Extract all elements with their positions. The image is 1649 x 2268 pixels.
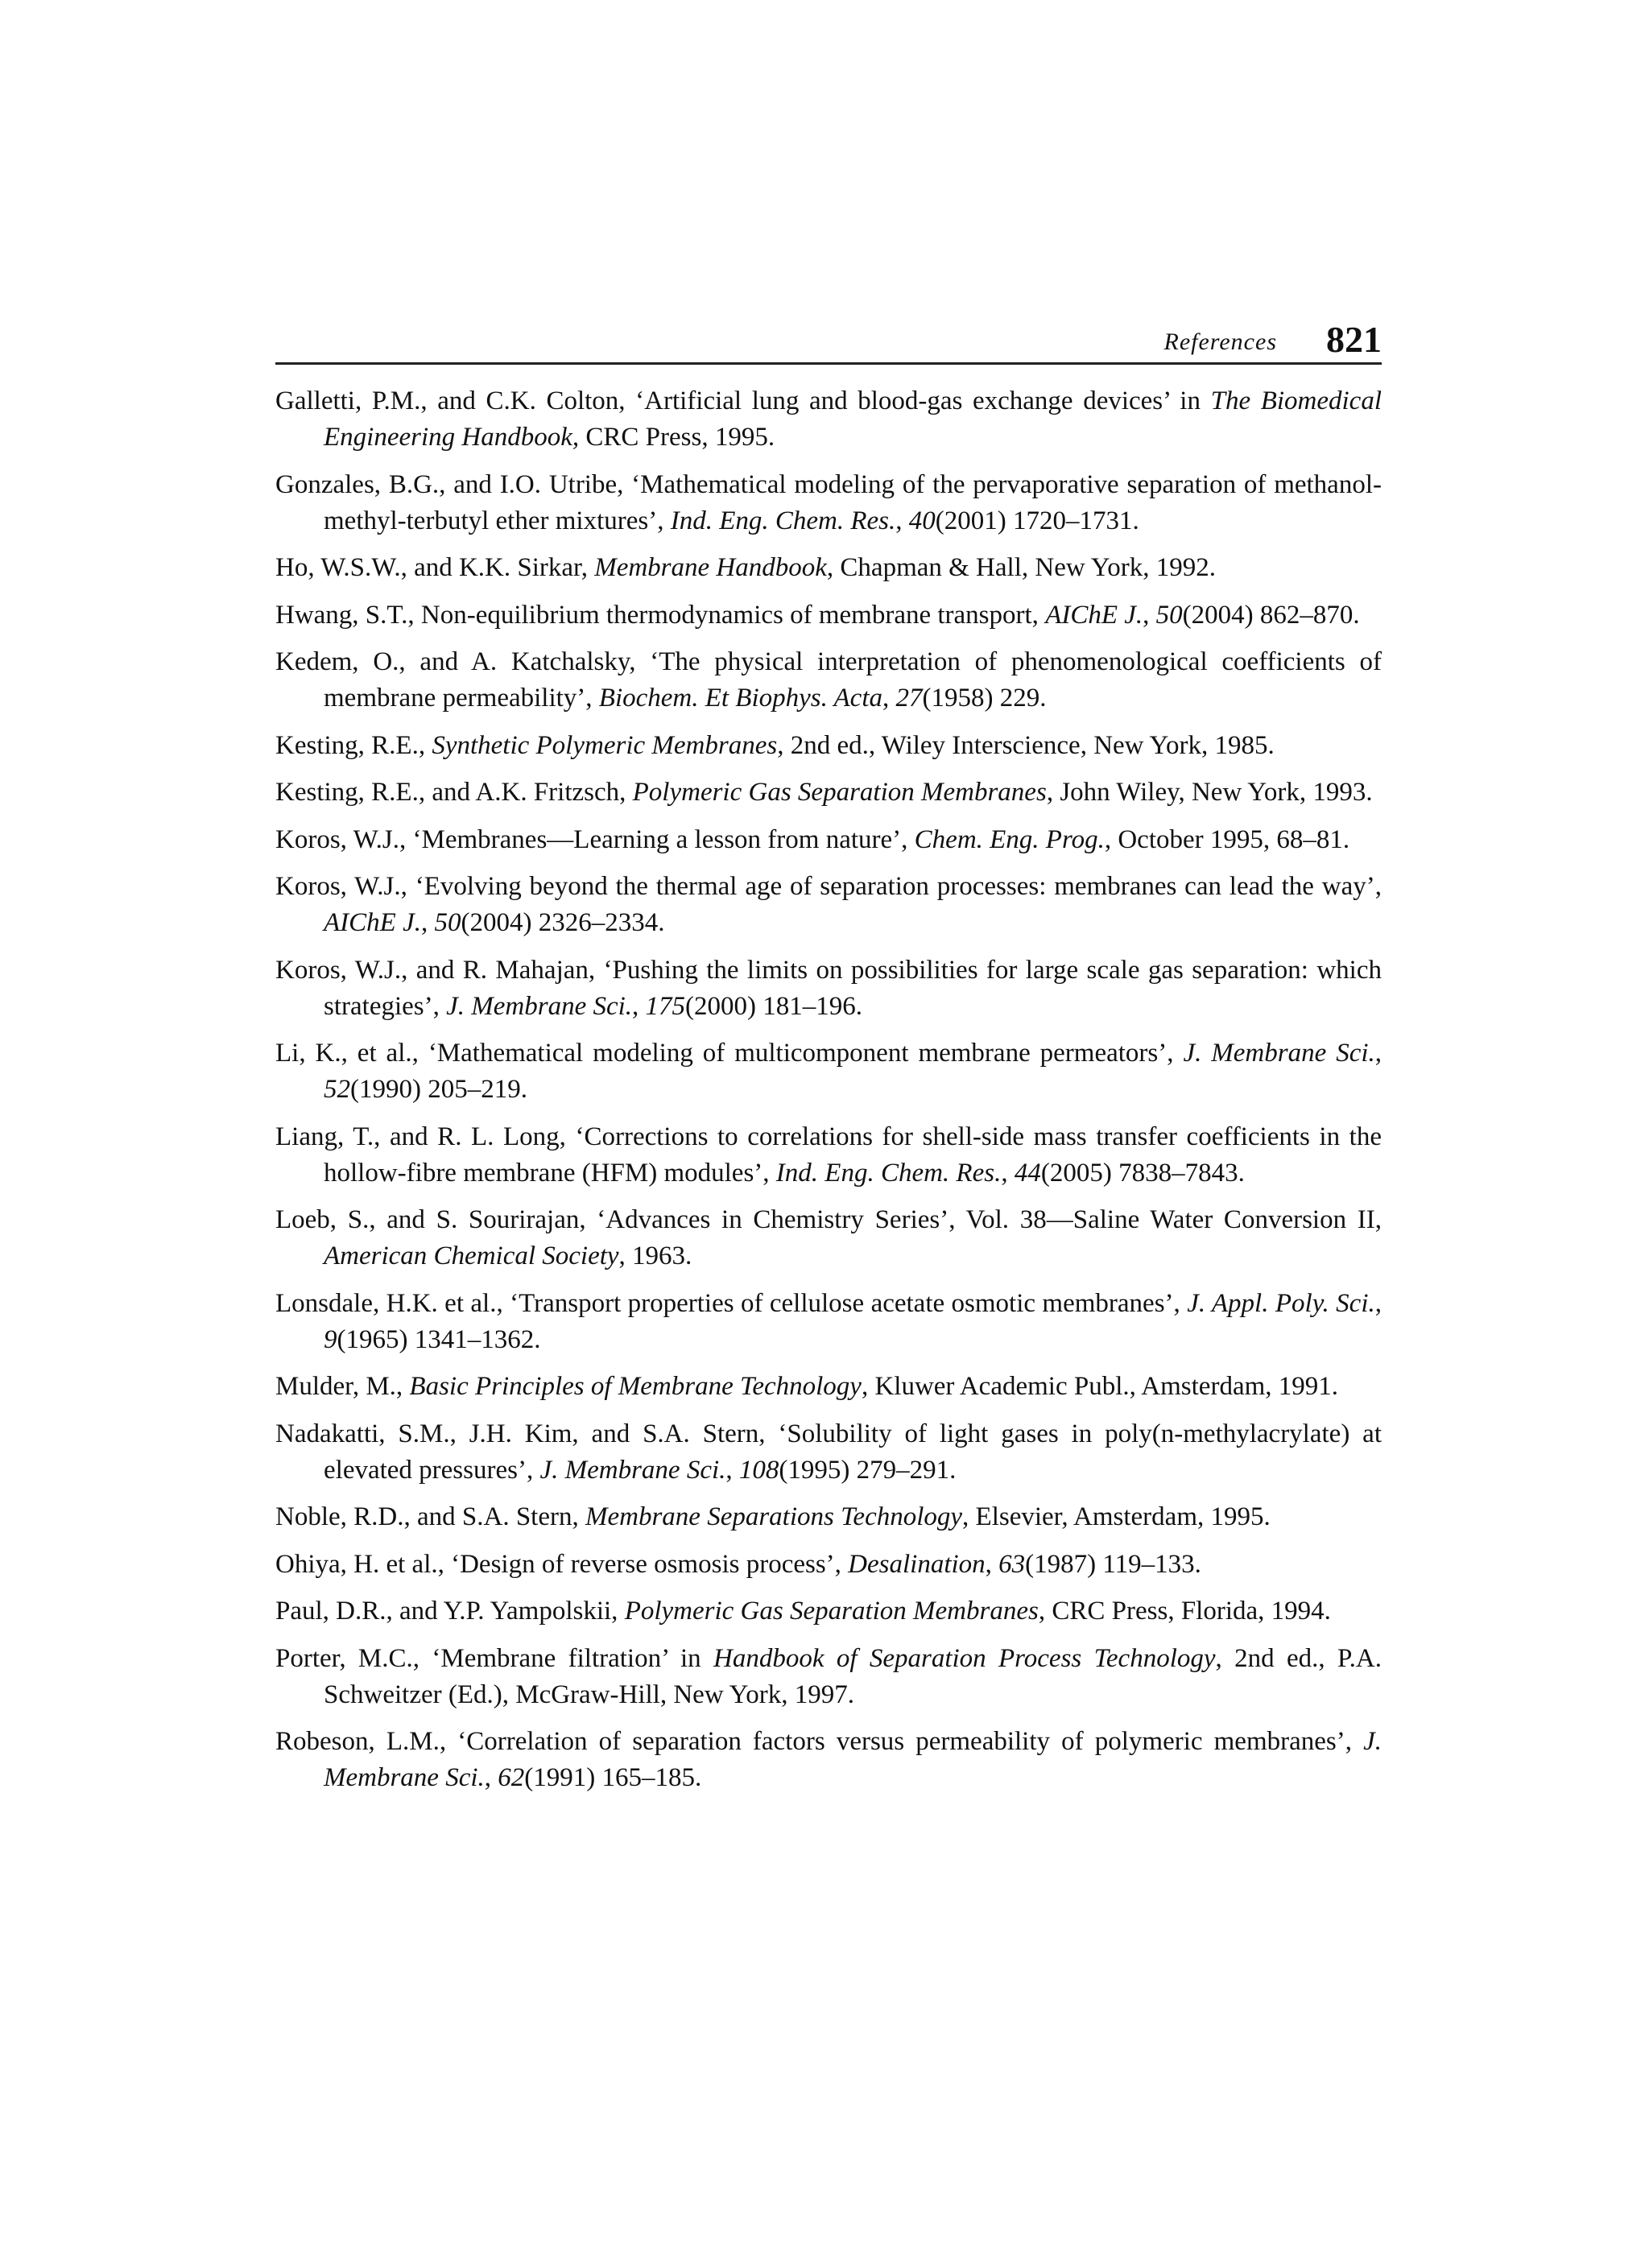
reference-entry: [275, 952, 1382, 1025]
reference-italic-text: J. Appl. Poly. Sci.: [1187, 1288, 1375, 1318]
reference-italic-text: Biochem. Et Biophys. Acta: [598, 684, 883, 713]
reference-entry: [275, 1641, 1382, 1713]
reference-entry: [275, 597, 1382, 634]
reference-italic-text: Ind. Eng. Chem. Res.: [775, 1158, 1002, 1188]
reference-text: ,: [632, 991, 646, 1021]
reference-text: , 1963.: [618, 1241, 692, 1270]
reference-italic-text: Chem. Eng. Prog.: [914, 824, 1105, 854]
reference-text: , 2nd ed., Wiley Interscience, New York, 1985.: [777, 730, 1275, 760]
reference-text: (1990) 205–219.: [350, 1075, 527, 1104]
reference-text: Liang, T., and R. L. Long, ‘Corrections to correlations for shell-side mass transfer coefficients in the hollow-fibre membrane (HFM) modules’,: [275, 1122, 1382, 1188]
reference-italic-text: 63: [998, 1549, 1026, 1579]
reference-text: Gonzales, B.G., and I.O. Utribe, ‘Mathematical modeling of the pervaporative separation of methanol-methyl-terbutyl ether mixtures’,: [275, 469, 1382, 535]
reference-text: Lonsdale, H.K. et al., ‘Transport properties of cellulose acetate osmotic membranes’,: [275, 1288, 1188, 1318]
reference-italic-text: 50: [1155, 600, 1183, 630]
reference-entry: [275, 775, 1382, 811]
reference-text: (1965) 1341–1362.: [337, 1324, 541, 1354]
reference-text: Robeson, L.M., ‘Correlation of separation factors versus permeability of polymeric membranes’,: [275, 1727, 1364, 1756]
reference-text: Noble, R.D., and S.A. Stern,: [275, 1502, 585, 1531]
reference-text: , 2nd ed., P.A. Schweitzer (Ed.), McGraw-Hill, New York, 1997.: [324, 1643, 1382, 1709]
reference-text: Galletti, P.M., and C.K. Colton, ‘Artificial lung and blood-gas exchange devices’ in: [275, 386, 1211, 415]
reference-text: Kesting, R.E., and A.K. Fritzsch,: [275, 778, 633, 807]
reference-entry: [275, 1724, 1382, 1796]
reference-italic-text: Basic Principles of Membrane Technology: [409, 1372, 862, 1401]
reference-entry: [275, 1035, 1382, 1108]
reference-text: (1991) 165–185.: [524, 1763, 702, 1792]
reference-text: , October 1995, 68–81.: [1104, 824, 1350, 854]
reference-italic-text: Polymeric Gas Separation Membranes: [624, 1597, 1039, 1626]
reference-text: ,: [882, 684, 896, 713]
reference-text: Ohiya, H. et al., ‘Design of reverse osmosis process’,: [275, 1549, 849, 1579]
reference-entry: [275, 1593, 1382, 1630]
reference-entry: [275, 1286, 1382, 1358]
reference-text: , Elsevier, Amsterdam, 1995.: [962, 1502, 1271, 1531]
page-number: 821: [1326, 319, 1382, 360]
reference-italic-text: 108: [738, 1455, 779, 1485]
reference-italic-text: 27: [895, 684, 923, 713]
reference-text: (1958) 229.: [922, 684, 1047, 713]
reference-italic-text: J. Membrane Sci.: [539, 1455, 726, 1485]
reference-text: ,: [985, 1549, 999, 1579]
reference-text: ,: [725, 1455, 739, 1485]
reference-text: , John Wiley, New York, 1993.: [1046, 778, 1373, 807]
reference-text: ,: [895, 506, 909, 535]
reference-italic-text: 175: [645, 991, 686, 1021]
reference-italic-text: American Chemical Society: [324, 1241, 619, 1270]
reference-italic-text: J. Membrane Sci.: [324, 1727, 1382, 1792]
reference-text: Koros, W.J., ‘Membranes—Learning a lesson from nature’,: [275, 824, 915, 854]
reference-entry: [275, 869, 1382, 941]
reference-text: ,: [1374, 1039, 1382, 1068]
reference-text: (2000) 181–196.: [685, 991, 863, 1021]
reference-italic-text: Polymeric Gas Separation Membranes: [632, 778, 1047, 807]
reference-entry: [275, 1119, 1382, 1192]
reference-text: Porter, M.C., ‘Membrane filtration’ in: [275, 1643, 713, 1673]
reference-italic-text: AIChE J.: [324, 908, 421, 937]
reference-italic-text: 50: [434, 908, 461, 937]
reference-text: (1995) 279–291.: [779, 1455, 957, 1485]
reference-text: ,: [420, 908, 435, 937]
reference-text: (2001) 1720–1731.: [935, 506, 1139, 535]
reference-text: Ho, W.S.W., and K.K. Sirkar,: [275, 553, 595, 582]
reference-text: Kedem, O., and A. Katchalsky, ‘The physical interpretation of phenomenological coefficients of membrane permeability’,: [275, 647, 1382, 713]
reference-text: (2004) 862–870.: [1182, 600, 1360, 630]
reference-text: Koros, W.J., and R. Mahajan, ‘Pushing the limits on possibilities for large scale gas separation: which strategies’,: [275, 955, 1382, 1021]
reference-entry: [275, 644, 1382, 717]
reference-italic-text: 9: [324, 1324, 337, 1354]
reference-text: Kesting, R.E.,: [275, 730, 432, 760]
reference-italic-text: J. Membrane Sci.: [446, 991, 633, 1021]
reference-text: ,: [1143, 600, 1156, 630]
reference-text: (2004) 2326–2334.: [461, 908, 665, 937]
reference-italic-text: AIChE J.: [1045, 600, 1143, 630]
reference-text: Paul, D.R., and Y.P. Yampolskii,: [275, 1597, 625, 1626]
reference-entry: [275, 550, 1382, 586]
reference-italic-text: Membrane Handbook: [594, 553, 827, 582]
reference-entry: [275, 1499, 1382, 1535]
reference-text: Hwang, S.T., Non-equilibrium thermodynamics of membrane transport,: [275, 600, 1046, 630]
reference-entry: [275, 1547, 1382, 1583]
reference-entry: [275, 822, 1382, 858]
reference-entry: [275, 1369, 1382, 1405]
reference-text: Mulder, M.,: [275, 1372, 410, 1401]
reference-text: , Chapman & Hall, New York, 1992.: [826, 553, 1216, 582]
reference-entry: [275, 1416, 1382, 1489]
reference-italic-text: The Biomedical Engineering Handbook,: [324, 386, 1382, 452]
reference-entry: [275, 383, 1382, 456]
reference-text: Koros, W.J., ‘Evolving beyond the thermal age of separation processes: membranes can lead the way’,: [275, 872, 1382, 901]
reference-text: ,: [484, 1763, 498, 1792]
reference-entry: [275, 728, 1382, 764]
running-title: References: [1163, 328, 1277, 355]
reference-text: Loeb, S., and S. Sourirajan, ‘Advances in Chemistry Series’, Vol. 38—Saline Water Conversion II,: [275, 1205, 1382, 1234]
reference-text: ,: [1374, 1288, 1382, 1318]
reference-italic-text: 52: [324, 1075, 350, 1104]
reference-list: [275, 383, 1382, 1807]
reference-text: (1987) 119–133.: [1025, 1549, 1201, 1579]
reference-entry: [275, 1202, 1382, 1274]
reference-italic-text: Desalination: [848, 1549, 986, 1579]
reference-text: , Kluwer Academic Publ., Amsterdam, 1991.: [861, 1372, 1339, 1401]
reference-text: (2005) 7838–7843.: [1040, 1158, 1245, 1188]
reference-text: , CRC Press, Florida, 1994.: [1038, 1597, 1331, 1626]
reference-italic-text: J. Membrane Sci.: [1183, 1039, 1375, 1068]
reference-italic-text: 44: [1014, 1158, 1041, 1188]
reference-italic-text: Synthetic Polymeric Membranes: [432, 730, 778, 760]
reference-text: Nadakatti, S.M., J.H. Kim, and S.A. Stern, ‘Solubility of light gases in poly(n-methylacrylate) at elevated pressures’,: [275, 1419, 1382, 1485]
reference-italic-text: Handbook of Separation Process Technology: [713, 1643, 1216, 1673]
page-header: [275, 312, 1382, 365]
reference-italic-text: Ind. Eng. Chem. Res.: [670, 506, 896, 535]
reference-italic-text: 40: [908, 506, 936, 535]
reference-text: ,: [1001, 1158, 1015, 1188]
reference-text: Li, K., et al., ‘Mathematical modeling of multicomponent membrane permeators’,: [275, 1039, 1184, 1068]
reference-entry: [275, 467, 1382, 539]
reference-italic-text: 62: [498, 1763, 525, 1792]
reference-text: CRC Press, 1995.: [579, 423, 775, 452]
reference-italic-text: Membrane Separations Technology: [585, 1502, 963, 1531]
